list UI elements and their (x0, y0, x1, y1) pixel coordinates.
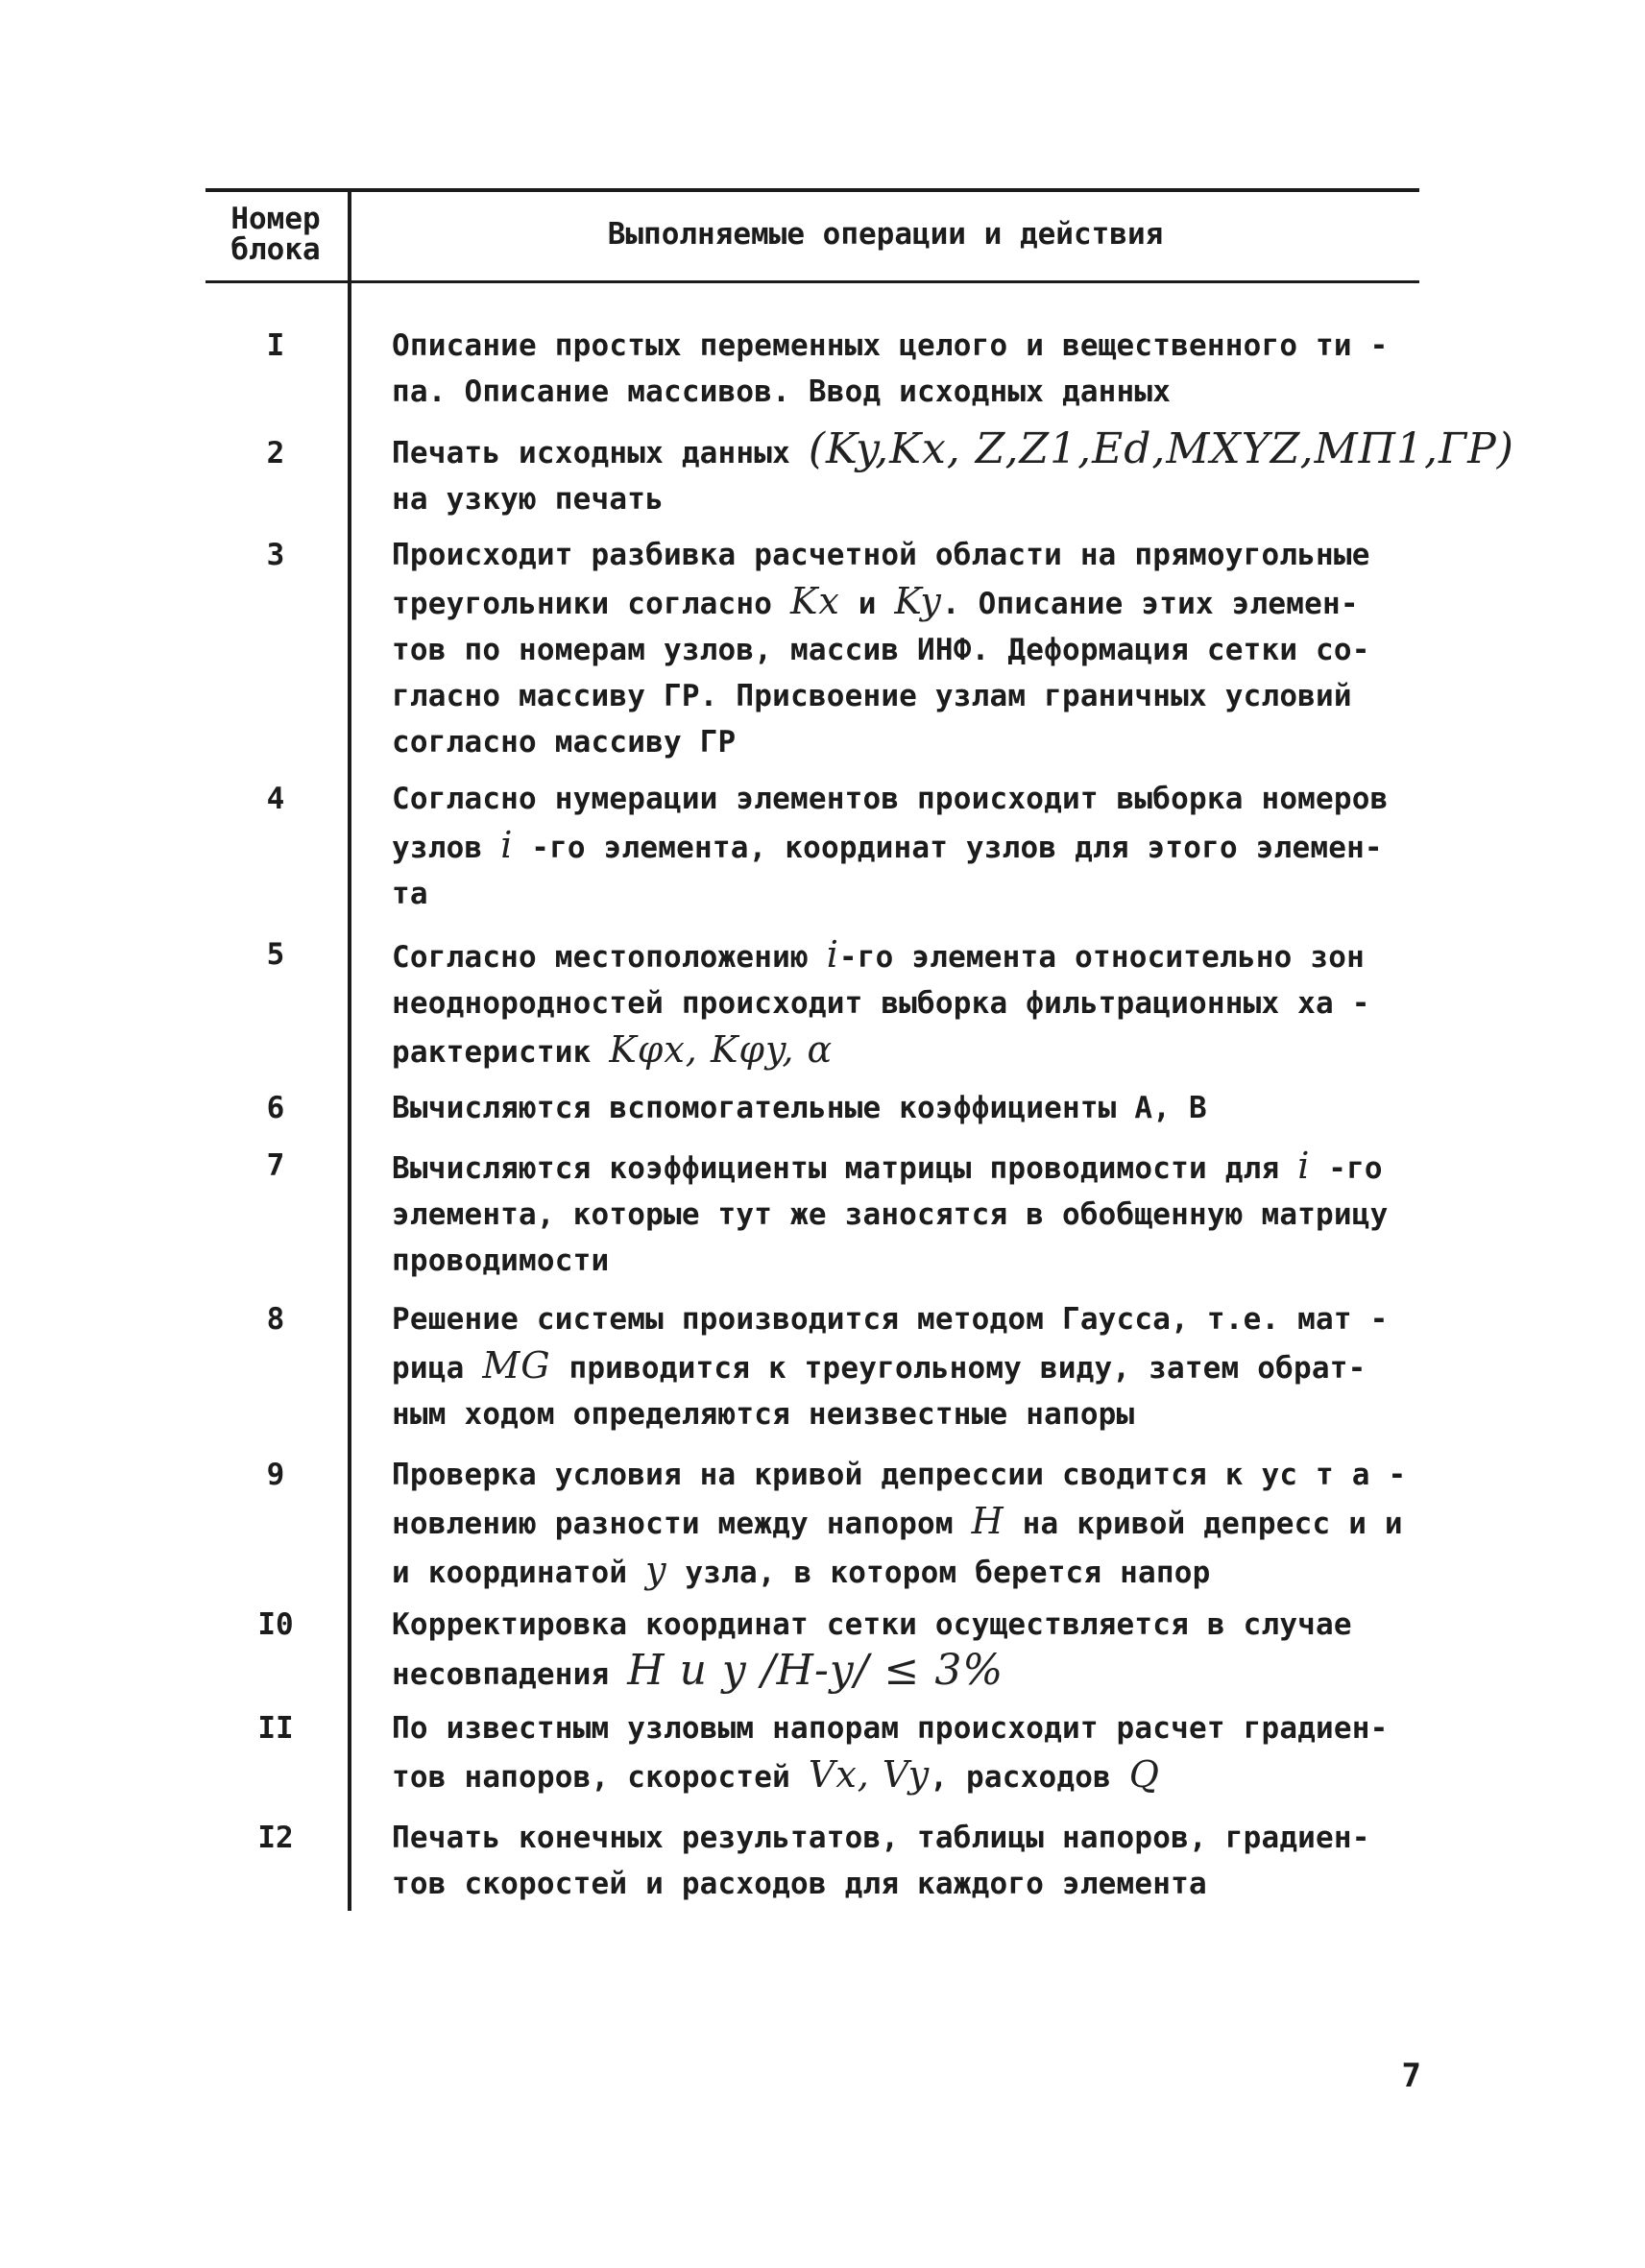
row-4-line-2-a: узлов (392, 831, 501, 865)
row-8-line-2-b: приводится к треугольному виду, затем обрат- (550, 1351, 1367, 1386)
row-6-number: 6 (266, 1091, 285, 1125)
row-4-number: 4 (266, 782, 285, 816)
row-1-line-2: па. Описание массивов. Ввод исходных данных (392, 374, 1172, 409)
row-12-text (392, 1815, 1421, 1907)
row-11-handwritten-velocities: Vx, Vy (808, 1753, 931, 1796)
row-3-text (392, 532, 1421, 765)
row-7-line-1-b: -го (1310, 1151, 1383, 1186)
row-6-text (392, 1085, 1421, 1131)
row-3-line-4: гласно массиву ГР. Присвоение узлам граничных условий (392, 679, 1352, 713)
row-12-line-1: Печать конечных результатов, таблицы напоров, градиен- (392, 1821, 1370, 1855)
row-5-text (392, 931, 1421, 1075)
row-2-line-1 (392, 424, 1514, 476)
row-8-line-3: ным ходом определяются неизвестные напоры (392, 1397, 1135, 1432)
row-3-line-2-c: . Описание этих элемен- (941, 587, 1359, 621)
row-7-line-2: элемента, которые тут же заносятся в обобщенную матрицу (392, 1197, 1389, 1232)
header-block-number-line2: блока (230, 232, 321, 267)
row-9-handwritten-h: H (971, 1500, 1004, 1542)
row-3-line-1: Происходит разбивка расчетной области на прямоугольные (392, 538, 1370, 572)
row-11-line-2 (392, 1751, 1421, 1800)
row-10-line-2 (392, 1648, 1421, 1698)
row-11-text (392, 1705, 1421, 1800)
row-11-handwritten-q: Q (1128, 1753, 1160, 1796)
row-11-line-2-b: , расходов (930, 1760, 1129, 1795)
table-header-rule (206, 280, 1419, 283)
row-3-line-2-b: и (839, 587, 895, 621)
row-4-line-2-b: -го элемента, координат узлов для этого элемен- (513, 831, 1383, 865)
row-3-handwritten-kx: Kx (790, 580, 840, 622)
header-block-number (206, 204, 346, 265)
row-10-number: I0 (257, 1607, 294, 1642)
row-4-line-2 (392, 822, 1421, 871)
row-12-number: I2 (257, 1821, 294, 1855)
row-5-line-1-a: Согласно местоположению (392, 940, 827, 975)
row-2-text (392, 424, 1514, 522)
row-10-line-1: Корректировка координат сетки осуществляется в случае (392, 1607, 1352, 1642)
row-5-line-1-b: -го элемента относительно зон (838, 940, 1365, 975)
header-block-number-line1: Номер (230, 202, 321, 236)
row-9-line-3 (392, 1547, 1421, 1596)
row-9-line-2-b: на кривой депресс и и (1004, 1507, 1403, 1541)
row-9-text (392, 1452, 1421, 1596)
row-3-line-5: согласно массиву ГР (392, 725, 737, 760)
row-1-text (392, 323, 1421, 415)
row-5-handwritten-characteristics: Kφx, Kφy, α (609, 1028, 834, 1071)
row-12-line-2: тов скоростей и расходов для каждого элемента (392, 1867, 1207, 1901)
row-5-line-3-a: рактеристик (392, 1035, 610, 1070)
row-7-handwritten-i: i (1297, 1145, 1311, 1187)
row-3-line-2-a: треугольники согласно (392, 587, 790, 621)
row-8-text (392, 1296, 1421, 1437)
row-4-line-3: та (392, 877, 428, 911)
row-5-line-2: неоднородностей происходит выборка фильтрационных ха - (392, 986, 1370, 1021)
row-8-handwritten-mg: MG (482, 1344, 551, 1387)
row-5-line-1 (392, 931, 1421, 980)
row-11-line-1: По известным узловым напорам происходит расчет градиен- (392, 1711, 1389, 1746)
row-8-line-2-a: рица (392, 1351, 483, 1386)
header-operations: Выполняемые операции и действия (607, 217, 1164, 252)
row-3-line-2 (392, 578, 1421, 627)
row-10-line-2-a: несовпадения (392, 1657, 628, 1692)
row-11-line-2-a: тов напоров, скоростей (392, 1760, 809, 1795)
row-7-text (392, 1143, 1421, 1284)
row-7-number: 7 (266, 1148, 285, 1183)
row-6-line-1: Вычисляются вспомогательные коэффициенты А, В (392, 1091, 1207, 1125)
row-2-line-1-text: Печать исходных данных (392, 436, 809, 470)
row-10-handwritten-condition: H и y /H-y/ ≤ 3% (627, 1646, 1004, 1695)
row-3-number: 3 (266, 538, 285, 572)
row-3-line-3: тов по номерам узлов, массив ИНФ. Деформация сетки со- (392, 633, 1370, 667)
row-9-line-3-b: узла, в котором берется напор (666, 1556, 1211, 1590)
row-4-text (392, 776, 1421, 917)
row-7-line-1-a: Вычисляются коэффициенты матрицы проводимости для (392, 1151, 1298, 1186)
row-9-line-2-a: новлению разности между напором (392, 1507, 972, 1541)
row-2-number: 2 (266, 436, 285, 470)
row-2-line-2: на узкую печать (392, 482, 664, 517)
row-11-number: II (257, 1711, 294, 1746)
row-9-number: 9 (266, 1458, 285, 1492)
row-5-number: 5 (266, 937, 285, 972)
row-7-line-1 (392, 1143, 1421, 1192)
row-1-line-1: Описание простых переменных целого и вещественного ти - (392, 328, 1389, 363)
table-column-divider (348, 192, 351, 1911)
row-9-handwritten-y: y (645, 1549, 667, 1591)
row-1-number: I (266, 328, 285, 363)
row-8-line-2 (392, 1342, 1421, 1391)
row-8-number: 8 (266, 1302, 285, 1337)
row-9-line-2 (392, 1498, 1421, 1547)
table-top-rule (206, 188, 1419, 192)
row-3-handwritten-ky: Ky (894, 580, 942, 622)
row-5-handwritten-i: i (826, 933, 839, 976)
row-4-line-1: Согласно нумерации элементов происходит выборка номеров (392, 782, 1389, 816)
page-number: 7 (1401, 2057, 1421, 2095)
row-2-handwritten-params: (Ky,Kx, Z,Z1,Ed,MXYZ,MП1,ГР) (808, 424, 1514, 473)
row-5-line-3 (392, 1026, 1421, 1075)
row-8-line-1: Решение системы производится методом Гаусса, т.е. мат - (392, 1302, 1389, 1337)
row-9-line-3-a: и координатой (392, 1556, 646, 1590)
row-4-handwritten-i: i (500, 824, 514, 866)
row-9-line-1: Проверка условия на кривой депрессии сводится к ус т а - (392, 1458, 1407, 1492)
row-10-text (392, 1602, 1421, 1698)
row-7-line-3: проводимости (392, 1243, 610, 1278)
